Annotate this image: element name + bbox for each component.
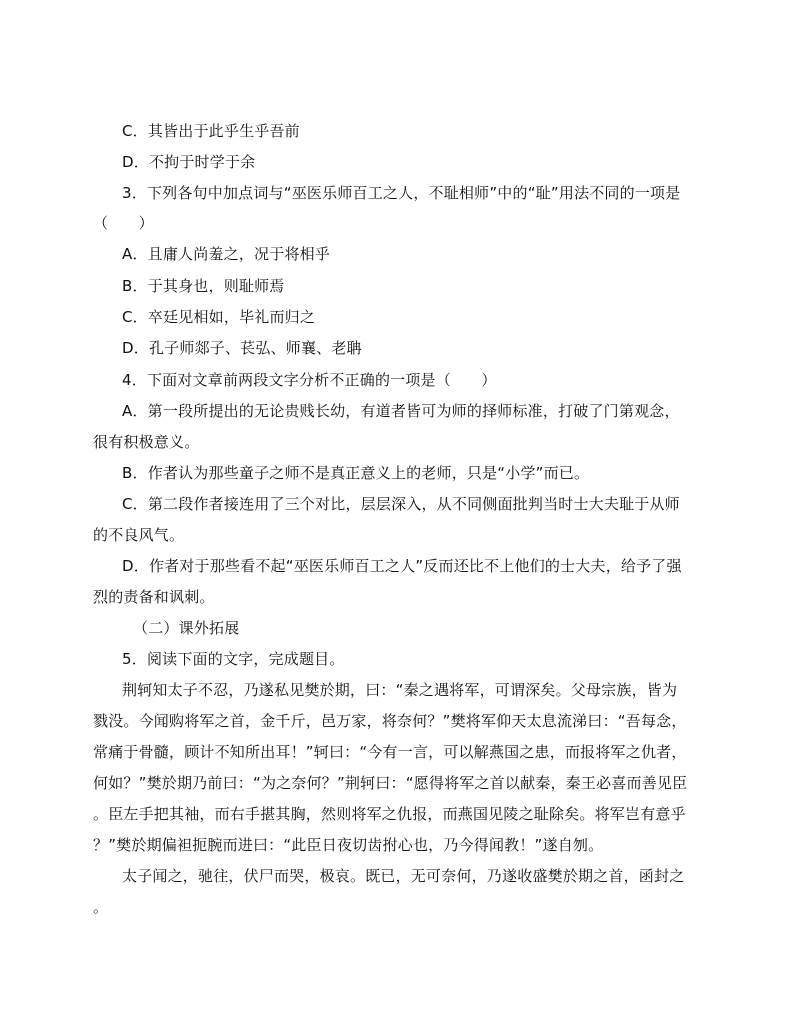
option-a-q4-line2: 很有积极意义。 bbox=[93, 433, 200, 451]
question-5-stem: 5．阅读下面的文字，完成题目。 bbox=[122, 650, 345, 668]
option-d-q4-line2: 烈的责备和讽刺。 bbox=[93, 588, 215, 606]
passage-line-1: 荆轲知太子不忍，乃遂私见樊於期，曰：“秦之遇将军，可谓深矣。父母宗族，皆为 bbox=[122, 681, 678, 699]
option-a-q4-line1: A．第一段所提出的无论贵贱长幼，有道者皆可为师的择师标准，打破了门第观念， bbox=[122, 402, 680, 420]
option-d-q3: D．孔子师郯子、苌弘、师襄、老聃 bbox=[122, 339, 362, 357]
passage-line-2: 戮没。今闻购将军之首，金千斤，邑万家，将奈何？”樊将军仰天太息流涕曰：“吾每念， bbox=[93, 712, 687, 730]
passage-line-3: 常痛于骨髓，顾计不知所出耳！”轲曰：“今有一言，可以解燕国之患，而报将军之仇者， bbox=[93, 743, 687, 761]
option-b-q3: B．于其身也，则耻师焉 bbox=[122, 277, 285, 295]
option-d-q2: D．不拘于时学于余 bbox=[122, 153, 256, 171]
option-a-q3: A．且庸人尚羞之，况于将相乎 bbox=[122, 245, 331, 263]
passage-line-6: ？”樊於期偏袒扼腕而进曰：“此臣日夜切齿拊心也，乃今得闻教！”遂自刎。 bbox=[93, 836, 604, 854]
option-d-q4-line1: D．作者对于那些看不起“巫医乐师百工之人”反而还比不上他们的士大夫，给予了强 bbox=[122, 557, 682, 575]
passage-line-5: 。臣左手把其袖，而右手揕其胸，然则将军之仇报，而燕国见陵之耻除矣。将军岂有意乎 bbox=[93, 805, 686, 823]
question-3-stem: 3．下列各句中加点词与“巫医乐师百工之人，不耻相师”中的“耻”用法不同的一项是 bbox=[122, 184, 681, 202]
option-b-q4: B．作者认为那些童子之师不是真正意义上的老师，只是“小学”而已。 bbox=[122, 464, 590, 482]
passage-line-4: 何如？”樊於期乃前曰：“为之奈何？”荆轲曰：“愿得将军之首以献秦，秦王必喜而善见臣 bbox=[93, 774, 688, 792]
question-4-stem: 4．下面对文章前两段文字分析不正确的一项是（ ） bbox=[122, 371, 497, 389]
option-c-q4-line2: 的不良风气。 bbox=[93, 526, 185, 544]
section-heading-extension: （二）课外拓展 bbox=[133, 619, 240, 637]
option-c-q4-line1: C．第二段作者接连用了三个对比，层层深入，从不同侧面批判当时士大夫耻于从师 bbox=[122, 495, 680, 513]
option-c-q3: C．卒廷见相如，毕礼而归之 bbox=[122, 308, 316, 326]
option-c-q2: C．其皆出于此乎生乎吾前 bbox=[122, 122, 300, 140]
question-3-answer-blank: （ ） bbox=[93, 214, 154, 232]
passage-line-7: 太子闻之，驰往，伏尸而哭，极哀。既已，无可奈何，乃遂收盛樊於期之首，函封之 bbox=[122, 867, 685, 885]
passage-line-8: 。 bbox=[93, 898, 109, 916]
